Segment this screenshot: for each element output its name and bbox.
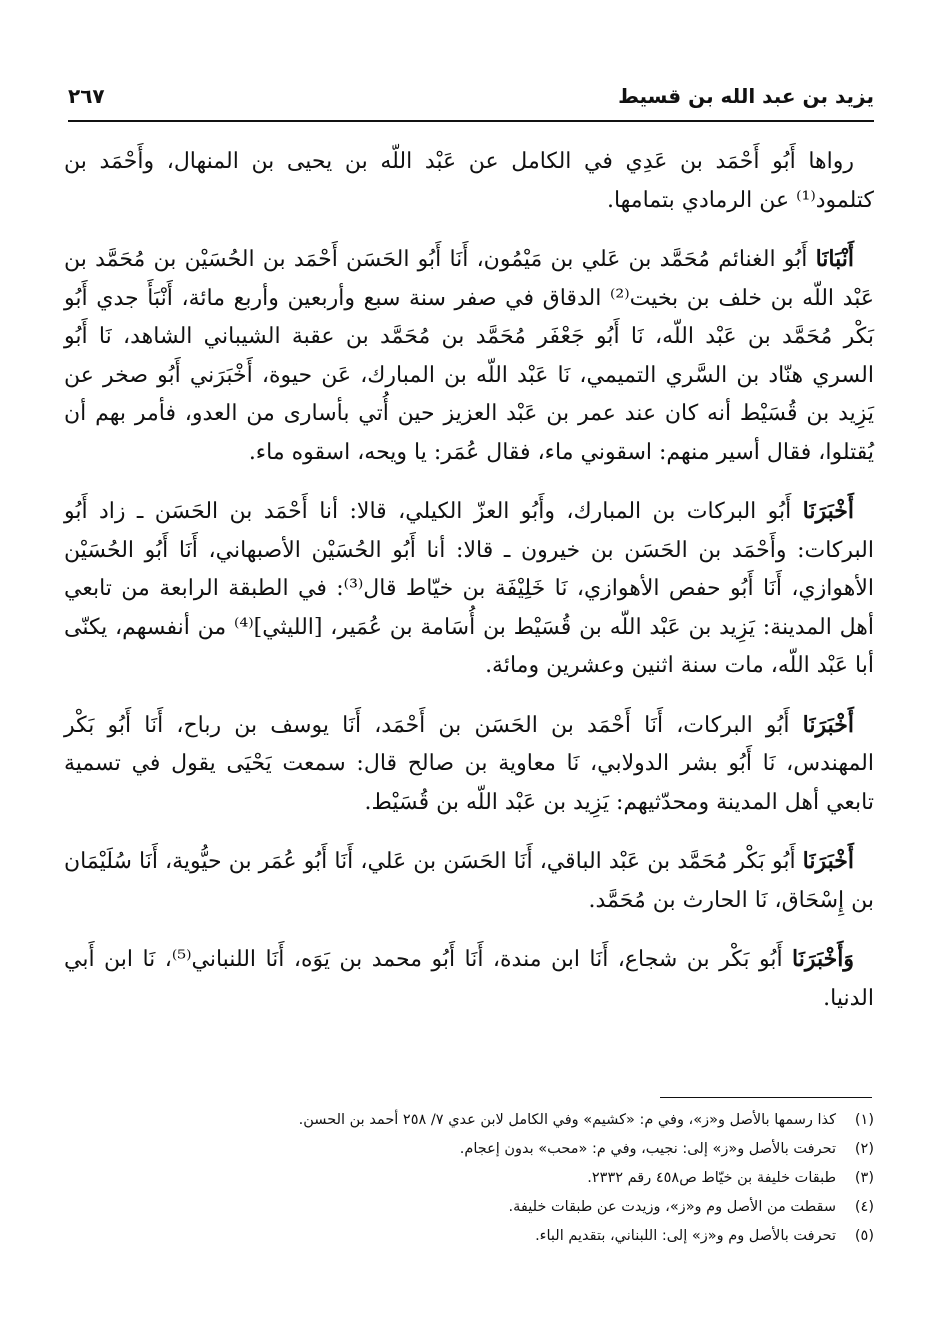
paragraph-text: أَبُو بَكْر مُحَمَّد بن عَبْد الباقي، أَنَا الحَسَن بن عَلي، أَنَا أَبُو عُمَر بن حيُّوية، أَنَا سُلَيْمَان بن إِسْحَاق، نَا الحارث بن مُحَمَّد. bbox=[64, 849, 874, 913]
paragraph-text: رواها أَبُو أَحْمَد بن عَدِي في الكامل عن عَبْد اللّه بن يحيى بن المنهال، وأَحْمَد بن كتلمود⁽¹⁾ عن الرمادي بتمامها. bbox=[64, 149, 874, 213]
paragraph-lead-word: أَخْبَرَنَا bbox=[802, 498, 854, 524]
paragraph-lead-word: أَخْبَرَنَا bbox=[802, 848, 854, 874]
footnote-text: سقطت من الأصل وم و«ز»، وزيدت عن طبقات خليفة. bbox=[508, 1199, 836, 1215]
footnote bbox=[64, 1193, 874, 1222]
main-text bbox=[64, 143, 874, 1038]
running-header bbox=[68, 78, 874, 118]
paragraph bbox=[64, 143, 874, 220]
footnote-number: (٢) bbox=[854, 1141, 874, 1157]
paragraph-text: أَبُو البركات بن المبارك، وأَبُو العزّ الكيلي، قالا: أنا أَحْمَد بن الحَسَن ـ زاد أَبُو البركات: وأَحْمَد بن الحَسَن بن خيرون ـ قالا: أنا أَبُو الحُسَيْن الأصبهاني، أَنَا أَبُو الحُسَيْن الأهوازي، أَنَا أَبُو حفص الأهوازي، نَا خَلِيْفَة بن خيّاط قال⁽³⁾: في الطبقة الرابعة من تابعي أهل المدينة: يَزِيد بن عَبْد اللّه بن قُسَيْط بن أُسَامة بن عُمَير، [الليثي]⁽⁴⁾ من أنفسهم، يكنّى أبا عَبْد اللّه، مات سنة اثنين وعشرين ومائة. bbox=[64, 499, 875, 678]
paragraph-lead-word: أَنْبَانَا bbox=[815, 246, 854, 272]
paragraph bbox=[64, 240, 874, 472]
paragraph bbox=[64, 842, 874, 920]
page-number: ٢٦٧ bbox=[68, 84, 105, 108]
footnote-number: (٤) bbox=[854, 1199, 874, 1215]
paragraph-text: أَبُو البركات، أَنَا أَحْمَد بن الحَسَن بن أَحْمَد، أَنَا يوسف بن رباح، أَنَا أَبُو بَكْر المهندس، نَا أَبُو بشر الدولابي، نَا معاوية بن صالح قال: سمعت يَحْيَى يقول في تسمية تابعي أهل المدينة ومحدّثيهم: يَزِيد بن عَبْد اللّه بن قُسَيْط. bbox=[64, 712, 874, 815]
header-rule bbox=[68, 120, 874, 122]
paragraph-lead-word: أَخْبَرَنَا bbox=[802, 711, 854, 738]
footnote-text: تحرفت بالأصل و«ز» إلى: نجيب، وفي م: «محب» بدون إعجام. bbox=[459, 1141, 836, 1157]
footnote-number: (١) bbox=[854, 1112, 874, 1128]
paragraph bbox=[64, 706, 874, 823]
footnote bbox=[64, 1222, 874, 1251]
paragraph-lead-word: وَأَخْبَرَنَا bbox=[792, 946, 854, 972]
running-title: يزيد بن عبد الله بن قسيط bbox=[618, 84, 874, 108]
footnote-rule bbox=[660, 1097, 872, 1098]
footnote bbox=[64, 1106, 874, 1135]
footnote-text: كذا رسمها بالأصل و«ز»، وفي م: «كشيم» وفي الكامل لابن عدي ٧/ ٢٥٨ أحمد بن الحسن. bbox=[298, 1112, 836, 1128]
footnotes bbox=[64, 1106, 874, 1251]
paragraph-text: أَبُو بَكْر بن شجاع، أَنَا ابن مندة، أَنَا أَبُو محمد بن يَوَه، أَنَا اللنباني⁽⁵⁾، نَا ابن أَبي الدنيا. bbox=[64, 947, 874, 1011]
footnote bbox=[64, 1135, 874, 1164]
paragraph bbox=[64, 940, 874, 1018]
footnote bbox=[64, 1164, 874, 1193]
footnote-number: (٣) bbox=[854, 1170, 874, 1186]
footnote-text: طبقات خليفة بن خيّاط ص٤٥٨ رقم ٢٣٣٢. bbox=[587, 1170, 836, 1186]
paragraph bbox=[64, 492, 874, 686]
paragraph-text: أَبُو الغنائم مُحَمَّد بن عَلي بن مَيْمُون، أَنَا أَبُو الحَسَن أَحْمَد بن الحُسَيْن بن مُحَمَّد بن عَبْد اللّه بن خلف بن بخيت⁽²⁾ الدقاق في صفر سنة سبع وأربعين وأربع مائة، أَنْبَأَ جدي أَبُو بَكْر مُحَمَّد بن عَبْد اللّه، نَا أَبُو جَعْفَر مُحَمَّد بن مُحَمَّد بن عقبة الشيباني الشاهد، نَا أَبُو السري هنّاد بن السَّري التميمي، نَا عَبْد اللّه بن المبارك، عَن حيوة، أَخْبَرَني أَبُو صخر عن يَزِيد بن قُسَيْط أنه كان عند عمر بن عَبْد العزيز حين أُتي بأسارى من العدو، فأمر بهم أن يُقتلوا، فقال أسير منهم: اسقوني ماء، فقال عُمَر: يا ويحه، اسقوه ماء. bbox=[64, 247, 875, 465]
footnote-text: تحرفت بالأصل وم و«ز» إلى: اللبناني، بتقديم الباء. bbox=[535, 1228, 836, 1244]
footnote-number: (٥) bbox=[854, 1228, 874, 1244]
